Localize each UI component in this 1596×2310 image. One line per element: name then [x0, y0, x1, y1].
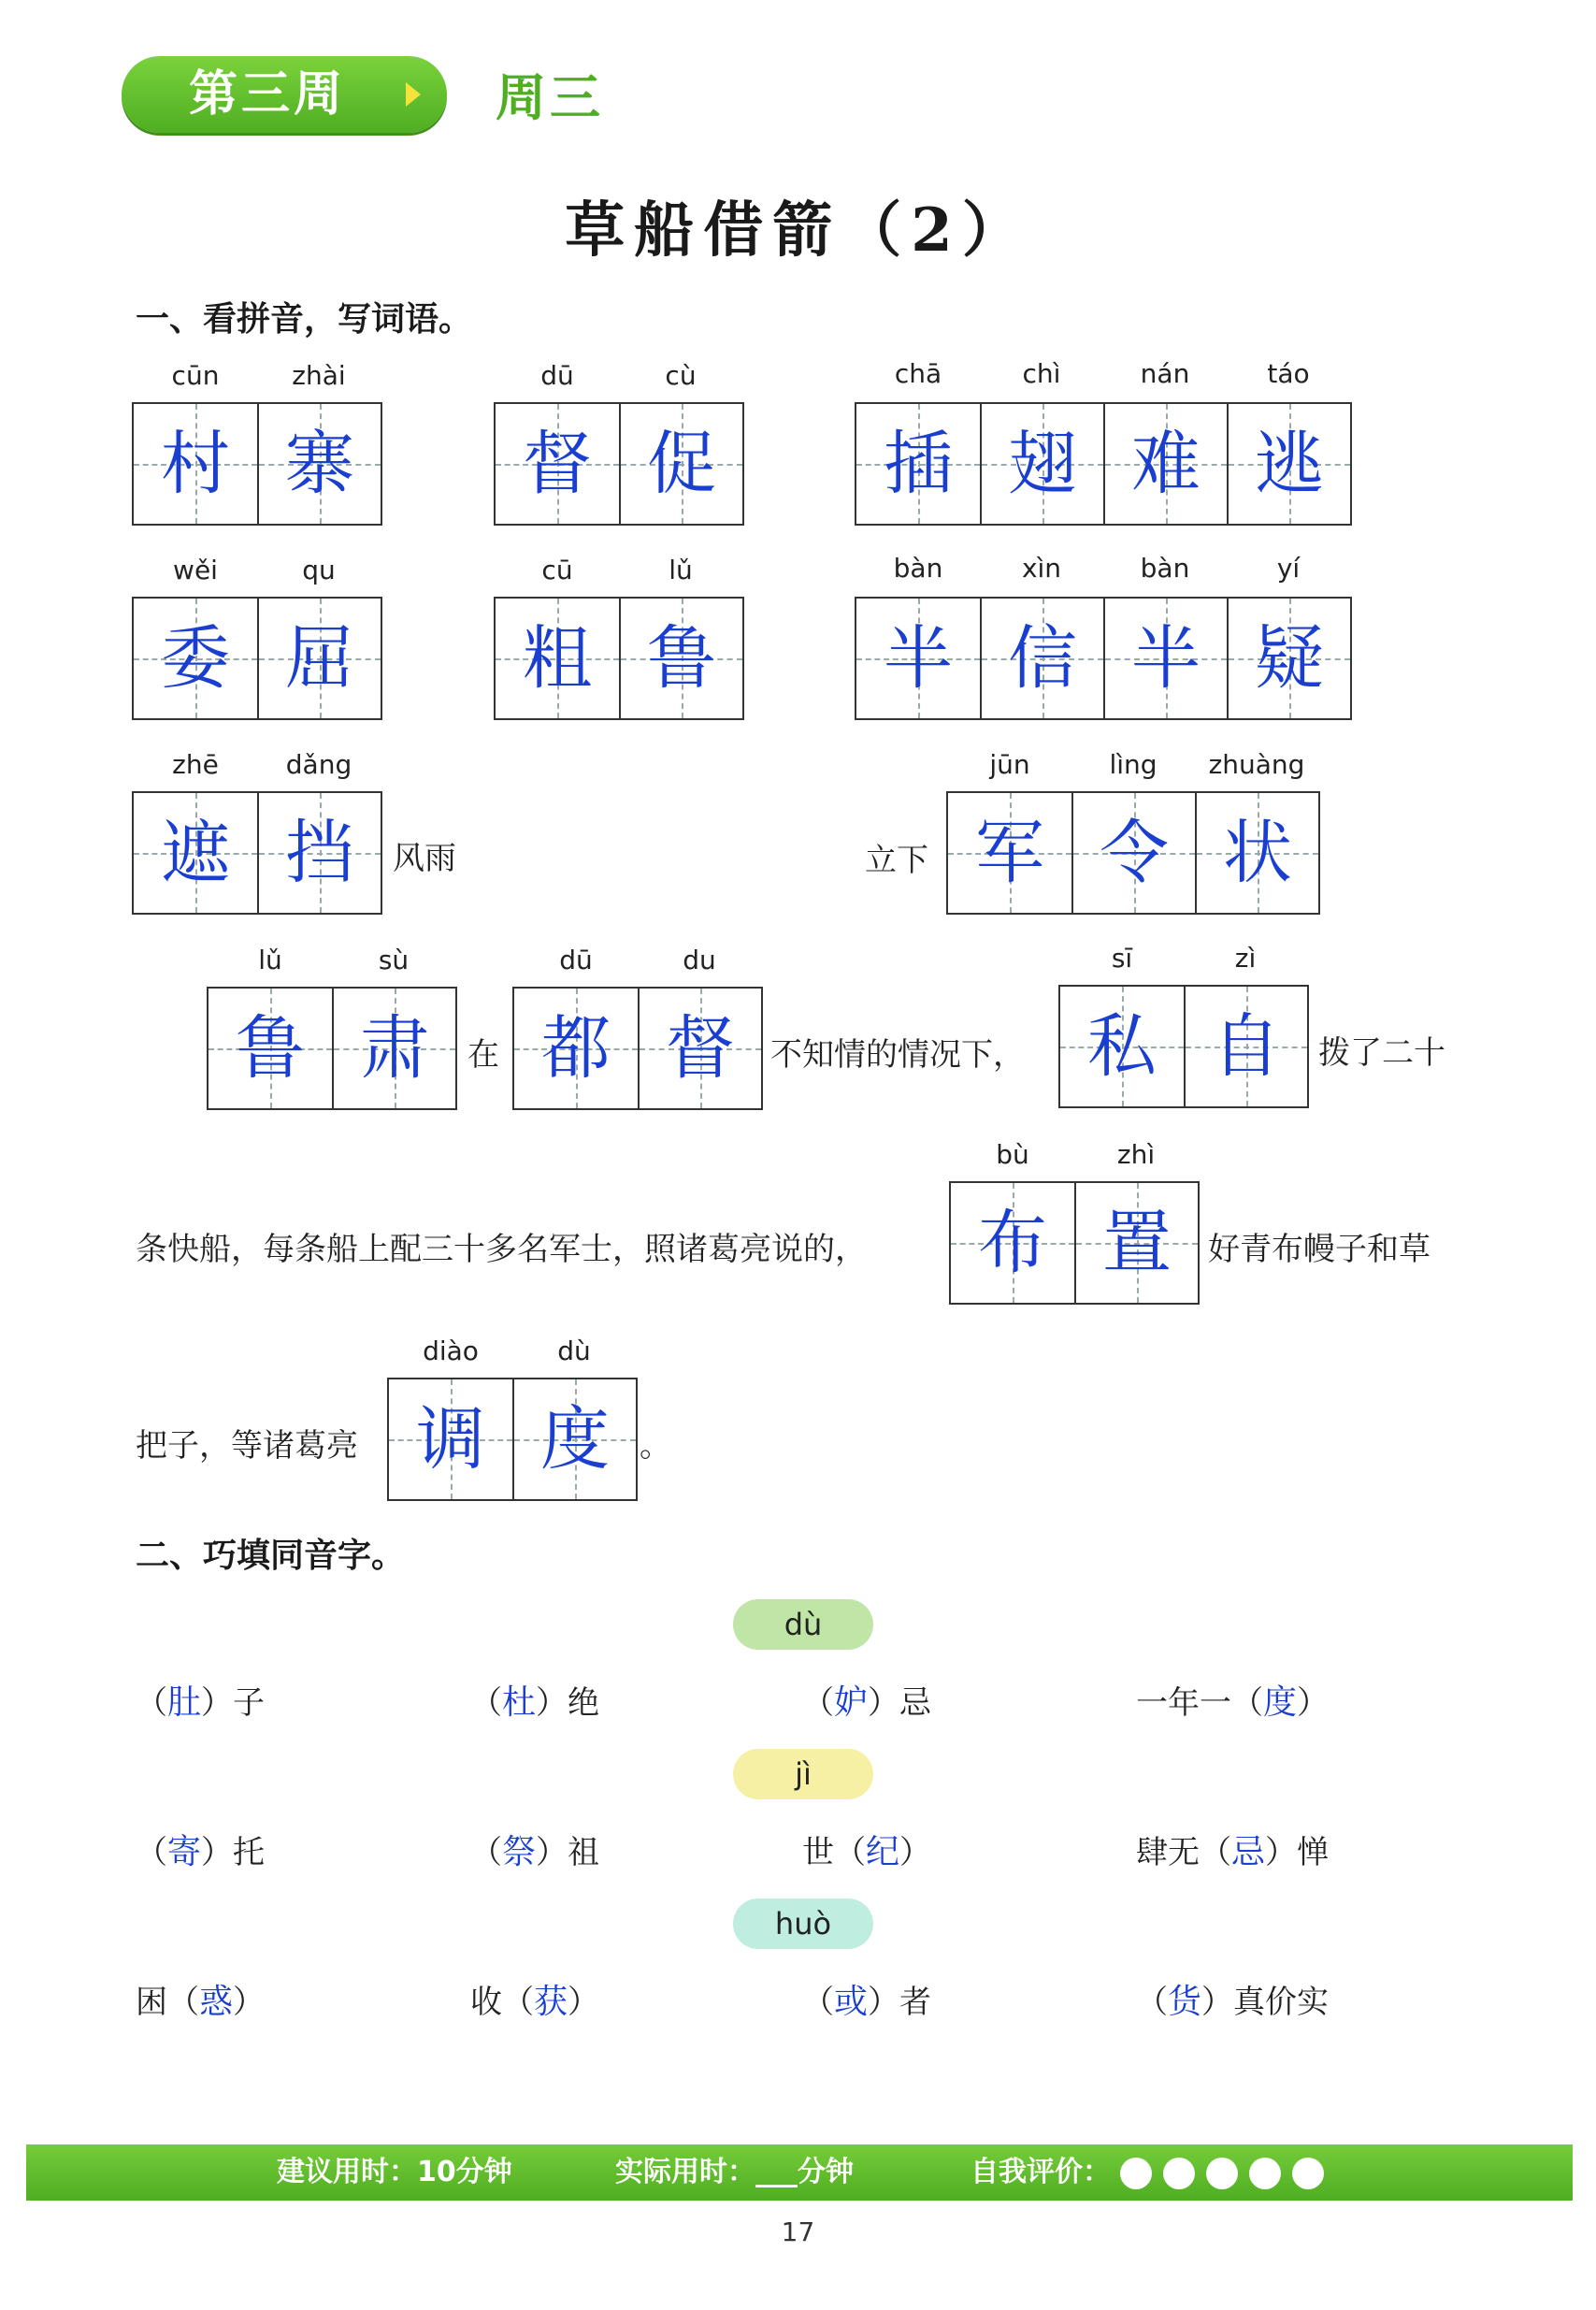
footer-bar [26, 2144, 1573, 2201]
answer-char: 度 [540, 1399, 610, 1480]
suggested-time: 建议用时：10分钟 [277, 2156, 512, 2188]
fill-item: （妒）忌 [802, 1683, 932, 1722]
answer-char: 半 [884, 618, 953, 699]
context-text: 不知情的情况下， [770, 1036, 1025, 1074]
pinyin: sù [378, 945, 410, 975]
pinyin: dù [557, 1335, 591, 1366]
fill-item: 收（获） [470, 1983, 600, 2021]
pinyin: chì [1022, 358, 1061, 389]
answer-char: 寄 [167, 1833, 202, 1871]
word-box-banxinbanyi [855, 597, 1352, 720]
flower-icon[interactable] [1249, 2158, 1281, 2189]
pinyin: táo [1267, 358, 1310, 389]
context-text: 好青布幔子和草 [1208, 1231, 1431, 1268]
answer-char: 忌 [1231, 1833, 1266, 1871]
pinyin: cū [541, 555, 573, 585]
flower-icon[interactable] [1120, 2158, 1152, 2189]
answer-char: 军 [975, 813, 1044, 893]
answer-char: 获 [534, 1983, 568, 2021]
fill-item: 一年一（度） [1136, 1683, 1330, 1722]
fill-item: （寄）托 [136, 1833, 266, 1871]
pinyin: dū [559, 945, 593, 975]
word-box-ducu [494, 402, 744, 526]
answer-char: 半 [1131, 618, 1201, 699]
pinyin: bàn [1140, 553, 1190, 584]
triangle-arrow-icon [406, 82, 421, 107]
context-text: 立下 [865, 842, 928, 879]
context-text: 风雨 [393, 840, 456, 877]
sound-bubble: huò [733, 1899, 873, 1949]
answer-char: 屈 [285, 618, 354, 699]
context-text: 把子，等诸葛亮 [136, 1427, 358, 1465]
fill-item: （杜）绝 [470, 1683, 600, 1722]
answer-char: 货 [1168, 1983, 1202, 2021]
flower-icon[interactable] [1292, 2158, 1324, 2189]
fill-item: （祭）祖 [470, 1833, 600, 1871]
word-box-junlingzhuang [946, 791, 1320, 915]
answer-char: 置 [1102, 1203, 1172, 1283]
section2-heading: 二、巧填同音字。 [136, 1537, 406, 1575]
answer-char: 难 [1131, 424, 1201, 504]
answer-char: 杜 [502, 1683, 537, 1722]
answer-char: 遮 [161, 813, 230, 893]
pinyin: lǔ [258, 945, 282, 975]
word-box-sizi [1058, 985, 1309, 1108]
pinyin: jūn [989, 749, 1030, 780]
word-box-lusu [207, 987, 457, 1110]
word-box-diaodu [387, 1378, 638, 1501]
pinyin: dū [540, 360, 574, 391]
pinyin: bù [996, 1139, 1029, 1170]
answer-char: 调 [416, 1399, 485, 1480]
answer-char: 状 [1223, 813, 1292, 893]
week-badge [122, 56, 447, 133]
pinyin: du [683, 945, 716, 975]
flower-icon[interactable] [1206, 2158, 1238, 2189]
pinyin: chā [894, 358, 942, 389]
fill-item: 肆无（忌）惮 [1136, 1833, 1330, 1871]
answer-char: 自 [1212, 1006, 1281, 1087]
word-box-dudu [512, 987, 763, 1110]
pinyin: diào [423, 1335, 479, 1366]
rating-flowers[interactable] [1120, 2144, 1335, 2201]
pinyin: cù [665, 360, 697, 391]
answer-char: 或 [834, 1983, 869, 2021]
fill-item: 世（纪） [802, 1833, 932, 1871]
answer-char: 逃 [1255, 424, 1324, 504]
answer-char: 都 [541, 1008, 611, 1089]
answer-char: 惑 [199, 1983, 234, 2021]
self-evaluation-label: 自我评价： [971, 2156, 1111, 2188]
pinyin: zhài [292, 360, 346, 391]
answer-char: 令 [1100, 813, 1169, 893]
pinyin: zhē [172, 749, 219, 780]
answer-char: 纪 [866, 1833, 900, 1871]
answer-char: 信 [1008, 618, 1077, 699]
answer-char: 度 [1263, 1683, 1298, 1722]
answer-char: 挡 [285, 813, 354, 893]
answer-char: 插 [884, 424, 953, 504]
answer-char: 私 [1087, 1006, 1157, 1087]
pinyin: bàn [893, 553, 943, 584]
answer-char: 促 [647, 424, 716, 504]
week-label: 第三周 [189, 66, 347, 123]
sound-bubble: dù [733, 1599, 873, 1650]
context-text: 条快船，每条船上配三十多名军士，照诸葛亮说的， [136, 1231, 867, 1268]
answer-char: 祭 [502, 1833, 537, 1871]
answer-char: 妒 [834, 1683, 869, 1722]
section1-heading: 一、看拼音，写词语。 [136, 300, 473, 339]
fill-item: （货）真价实 [1136, 1983, 1330, 2021]
pinyin: cūn [171, 360, 220, 391]
answer-char: 疑 [1255, 618, 1324, 699]
word-box-buzhi [949, 1181, 1200, 1305]
word-box-weiqu [132, 597, 382, 720]
answer-char: 委 [161, 618, 230, 699]
pinyin: zhì [1116, 1139, 1156, 1170]
day-label: 周三 [496, 68, 604, 127]
pinyin: sī [1111, 943, 1133, 974]
fill-item: （肚）子 [136, 1683, 266, 1722]
answer-char: 鲁 [647, 618, 716, 699]
answer-char: 寨 [285, 424, 354, 504]
pinyin: wěi [173, 555, 218, 585]
pinyin: xìn [1021, 553, 1062, 584]
pinyin: nán [1140, 358, 1190, 389]
sound-bubble: jì [733, 1749, 873, 1799]
word-box-zhedang [132, 791, 382, 915]
answer-char: 督 [523, 424, 592, 504]
page-title: 草船借箭（2） [565, 195, 1031, 266]
answer-char: 村 [161, 424, 230, 504]
context-text: 拨了二十 [1318, 1034, 1445, 1072]
fill-item: （或）者 [802, 1983, 932, 2021]
answer-char: 督 [666, 1008, 735, 1089]
pinyin: zhuàng [1208, 749, 1305, 780]
word-box-culu [494, 597, 744, 720]
actual-time: 实际用时：___分钟 [615, 2156, 854, 2188]
pinyin: yí [1276, 553, 1301, 584]
word-box-chachinantao [855, 402, 1352, 526]
flower-icon[interactable] [1163, 2158, 1195, 2189]
context-text: 。 [640, 1427, 671, 1465]
answer-char: 肃 [360, 1008, 429, 1089]
pinyin: lǔ [669, 555, 693, 585]
context-text: 在 [467, 1036, 499, 1074]
answer-char: 布 [978, 1203, 1047, 1283]
pinyin: lìng [1109, 749, 1157, 780]
answer-char: 肚 [167, 1683, 202, 1722]
pinyin: dǎng [285, 749, 352, 780]
page-number: 17 [781, 2216, 815, 2247]
fill-item: 困（惑） [136, 1983, 266, 2021]
answer-char: 鲁 [236, 1008, 305, 1089]
answer-char: 翅 [1008, 424, 1077, 504]
answer-char: 粗 [523, 618, 592, 699]
pinyin: zì [1234, 943, 1257, 974]
pinyin: qu [302, 555, 336, 585]
word-box-cunzhai [132, 402, 382, 526]
